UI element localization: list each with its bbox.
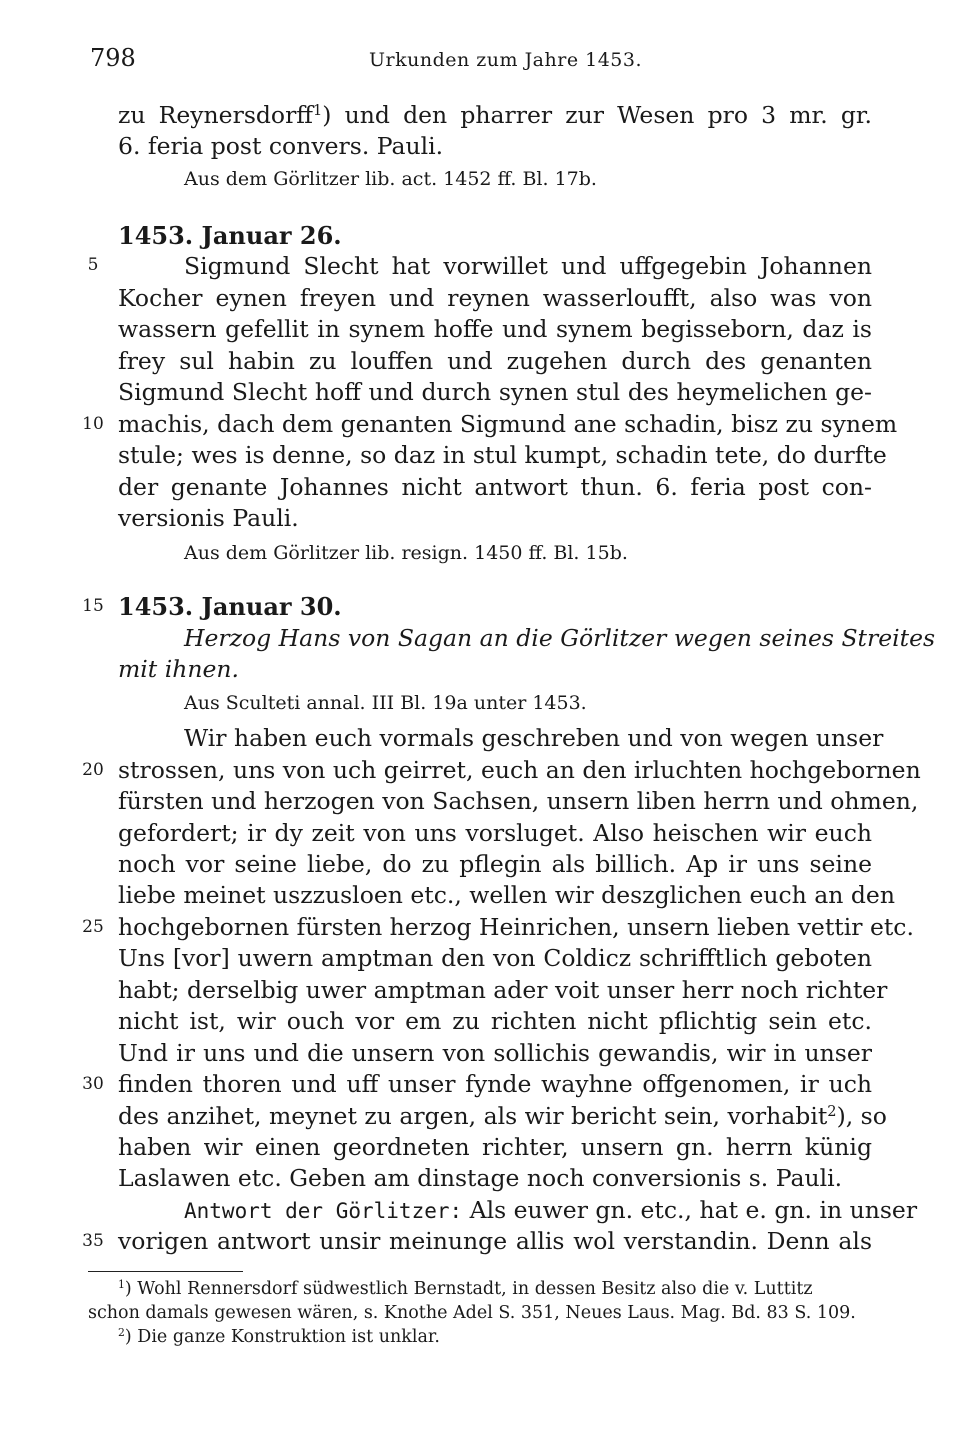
entry-text-line: Und ir uns und die unsern von sollichis gewandis, wir in unser bbox=[118, 1039, 872, 1067]
entry-text-line: machis, dach dem genanten Sigmund ane schadin, bisz zu synem bbox=[118, 410, 898, 438]
entry-text-line: Wir haben euch vormals geschreben und von wegen unser bbox=[184, 724, 884, 752]
answer-label: Antwort der Görlitzer: bbox=[184, 1199, 463, 1223]
footnote-1: $^1$) Wohl Rennersdorf südwestlich Bernstadt, in dessen Besitz also die v. Luttitz bbox=[118, 1278, 813, 1299]
footnote-rule bbox=[88, 1271, 243, 1272]
footnote-mark: 1 bbox=[118, 1278, 125, 1292]
entry-text-line: Sigmund Slecht hoff und durch synen stul des heymelichen ge- bbox=[118, 378, 872, 406]
entry-text-line: wassern gefellit in synem hoffe und synem begisseborn, daz is bbox=[118, 315, 872, 343]
entry-text-line: stule; wes is denne, so daz in stul kumpt, schadin tete, do durfte bbox=[118, 441, 887, 469]
source-note: Aus Sculteti annal. III Bl. 19a unter 1453. bbox=[184, 692, 587, 714]
entry-text-line: strossen, uns von uch geirret, euch an den irluchten hochgebornen bbox=[118, 756, 921, 784]
entry-text-line: habt; derselbig uwer amptman ader voit unser herr noch richter bbox=[118, 976, 888, 1004]
line-number: 35 bbox=[82, 1231, 104, 1251]
line-number: 10 bbox=[82, 414, 104, 434]
entry-text-line: gefordert; ir dy zeit von uns vorsluget. Also heischen wir euch bbox=[118, 819, 872, 847]
entry-date: 1453. Januar 26. bbox=[118, 221, 342, 250]
line-number: 30 bbox=[82, 1074, 104, 1094]
line-number: 25 bbox=[82, 917, 104, 937]
entry-text-line: des anzihet, meynet zu argen, als wir bericht sein, vorhabit$^2$), so bbox=[118, 1102, 887, 1130]
entry-text-line: der genante Johannes nicht antwort thun. 6. feria post con- bbox=[118, 473, 872, 501]
entry-text-line: noch vor seine liebe, do zu pflegin als billich. Ap ir uns seine bbox=[118, 850, 872, 878]
entry-text-line: liebe meinet uszzusloen etc., wellen wir deszglichen euch an den bbox=[118, 881, 895, 909]
source-note: Aus dem Görlitzer lib. resign. 1450 ff. Bl. 15b. bbox=[184, 542, 628, 564]
entry-text-line: frey sul habin zu louffen und zugehen durch des genanten bbox=[118, 347, 872, 375]
prev-entry-line: 6. feria post convers. Pauli. bbox=[118, 132, 444, 160]
line-number: 5 bbox=[87, 255, 99, 275]
entry-text-line: Laslawen etc. Geben am dinstage noch conversionis s. Pauli. bbox=[118, 1164, 843, 1192]
source-note: Aus dem Görlitzer lib. act. 1452 ff. Bl. 17b. bbox=[184, 168, 597, 190]
footnote-2: $^2$) Die ganze Konstruktion ist unklar. bbox=[118, 1326, 440, 1347]
footnote-ref: 1 bbox=[313, 102, 323, 119]
entry-text-line: Kocher eynen freyen und reynen wasserloufft, also was von bbox=[118, 284, 872, 312]
entry-text-line: fürsten und herzogen von Sachsen, unsern liben herrn und ohmen, bbox=[118, 787, 919, 815]
entry-summary-line: mit ihnen. bbox=[118, 655, 240, 683]
entry-text-line: finden thoren und uff unser fynde wayhne offgenomen, ir uch bbox=[118, 1070, 872, 1098]
entry-text-line: hochgebornen fürsten herzog Heinrichen, unsern lieben vettir etc. bbox=[118, 913, 914, 941]
line-number: 20 bbox=[82, 760, 104, 780]
page-number: 798 bbox=[90, 44, 136, 72]
entry-text-line: versionis Pauli. bbox=[118, 504, 299, 532]
answer-line: vorigen antwort unsir meinunge allis wol verstandin. Denn als bbox=[118, 1227, 872, 1255]
entry-summary-line: Herzog Hans von Sagan an die Görlitzer wegen seines Streites bbox=[184, 624, 936, 652]
entry-text-line: Sigmund Slecht hat vorwillet und uffgegebin Johannen bbox=[184, 252, 872, 280]
entry-date: 1453. Januar 30. bbox=[118, 592, 342, 621]
footnote-mark: 2 bbox=[118, 1326, 125, 1340]
entry-text-line: nicht ist, wir ouch vor em zu richten nicht pflichtig sein etc. bbox=[118, 1007, 872, 1035]
answer-line: Antwort der Görlitzer: Als euwer gn. etc., hat e. gn. in unser bbox=[184, 1196, 918, 1224]
footnote-ref: 2 bbox=[827, 1103, 837, 1120]
line-number: 15 bbox=[82, 596, 104, 616]
entry-text-line: Uns [vor] uwern amptman den von Coldicz schrifftlich geboten bbox=[118, 944, 872, 972]
running-title: Urkunden zum Jahre 1453. bbox=[369, 49, 643, 71]
footnote-1-cont: schon damals gewesen wären, s. Knothe Adel S. 351, Neues Laus. Mag. Bd. 83 S. 109. bbox=[88, 1303, 856, 1323]
prev-entry-line: zu Reynersdorff$^1$) und den pharrer zur Wesen pro 3 mr. gr. bbox=[118, 101, 872, 129]
entry-text-line: haben wir einen geordneten richter, unsern gn. herrn künig bbox=[118, 1133, 872, 1161]
